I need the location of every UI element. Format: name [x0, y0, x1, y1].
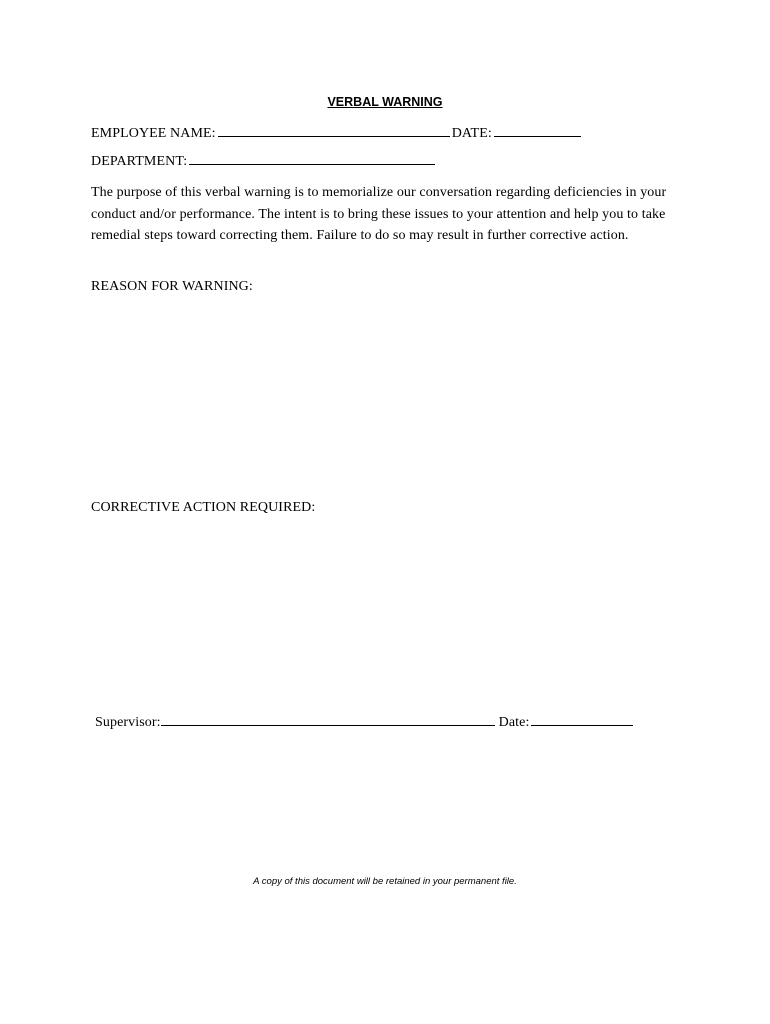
- date-label: DATE:: [451, 126, 492, 141]
- supervisor-label: Supervisor:: [95, 715, 161, 730]
- employee-name-label: EMPLOYEE NAME:: [91, 126, 216, 141]
- retention-footnote: A copy of this document will be retained in your permanent file.: [253, 876, 517, 887]
- signature-row: [95, 712, 633, 731]
- document-title: VERBAL WARNING: [327, 95, 443, 109]
- employee-name-field[interactable]: [218, 123, 450, 137]
- signature-date-field[interactable]: [531, 712, 633, 726]
- reason-for-warning-heading: REASON FOR WARNING:: [91, 279, 253, 294]
- signature-date-label: Date:: [498, 715, 530, 730]
- date-field[interactable]: [494, 123, 581, 137]
- department-row: [91, 151, 435, 170]
- employee-info-row: [91, 123, 581, 142]
- department-field[interactable]: [189, 151, 435, 165]
- supervisor-signature-field[interactable]: [161, 712, 495, 726]
- purpose-paragraph: The purpose of this verbal warning is to memorialize our conversation regarding deficiencies in your conduct and/or performance. The intent is to bring these issues to your attention and help you to take remedial steps toward correcting them. Failure to do so may result in further corrective action.: [91, 185, 667, 243]
- department-label: DEPARTMENT:: [91, 154, 188, 169]
- corrective-action-heading: CORRECTIVE ACTION REQUIRED:: [91, 500, 316, 515]
